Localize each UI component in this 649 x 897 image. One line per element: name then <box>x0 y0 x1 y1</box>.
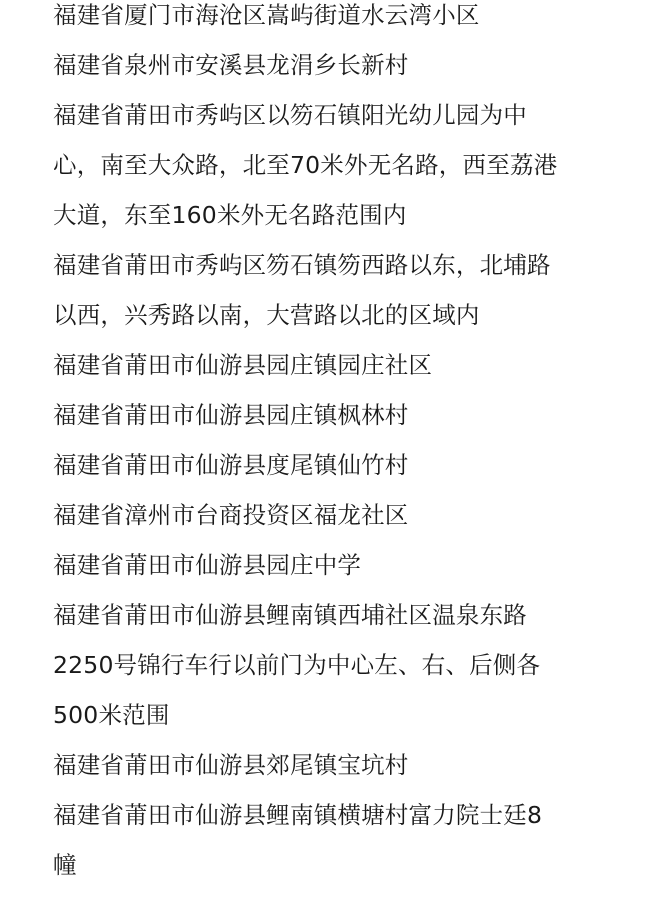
address-list <box>53 0 613 890</box>
entry-line: 福建省莆田市秀屿区笏石镇笏西路以东，北埔路 <box>53 251 551 279</box>
list-item <box>53 440 613 490</box>
list-item <box>53 590 613 740</box>
entry-line: 福建省莆田市仙游县鲤南镇西埔社区温泉东路 <box>53 601 527 629</box>
entry-line: 福建省漳州市台商投资区福龙社区 <box>53 501 409 529</box>
entry-line: 福建省莆田市秀屿区以笏石镇阳光幼儿园为中 <box>53 101 527 129</box>
list-item <box>53 740 613 790</box>
entry-line: 福建省莆田市仙游县园庄镇园庄社区 <box>53 351 433 379</box>
list-item <box>53 0 613 40</box>
entry-line: 幢 <box>53 851 77 879</box>
entry-line: 心，南至大众路，北至70米外无名路，西至荔港 <box>53 151 558 179</box>
entry-line: 福建省莆田市仙游县郊尾镇宝坑村 <box>53 751 409 779</box>
entry-line: 福建省泉州市安溪县龙涓乡长新村 <box>53 51 409 79</box>
entry-line: 福建省厦门市海沧区嵩屿街道水云湾小区 <box>53 1 480 29</box>
entry-line: 大道，东至160米外无名路范围内 <box>53 201 407 229</box>
list-item <box>53 240 613 340</box>
entry-line: 福建省莆田市仙游县园庄中学 <box>53 551 362 579</box>
list-item <box>53 790 613 890</box>
list-item <box>53 540 613 590</box>
list-item <box>53 490 613 540</box>
entry-line: 福建省莆田市仙游县鲤南镇横塘村富力院士廷8 <box>53 801 543 829</box>
list-item <box>53 90 613 240</box>
entry-line: 500米范围 <box>53 701 170 729</box>
entry-line: 以西，兴秀路以南，大营路以北的区域内 <box>53 301 480 329</box>
list-item <box>53 390 613 440</box>
entry-line: 2250号锦行车行以前门为中心左、右、后侧各 <box>53 651 541 679</box>
entry-line: 福建省莆田市仙游县度尾镇仙竹村 <box>53 451 409 479</box>
list-item <box>53 340 613 390</box>
entry-line: 福建省莆田市仙游县园庄镇枫林村 <box>53 401 409 429</box>
list-item <box>53 40 613 90</box>
